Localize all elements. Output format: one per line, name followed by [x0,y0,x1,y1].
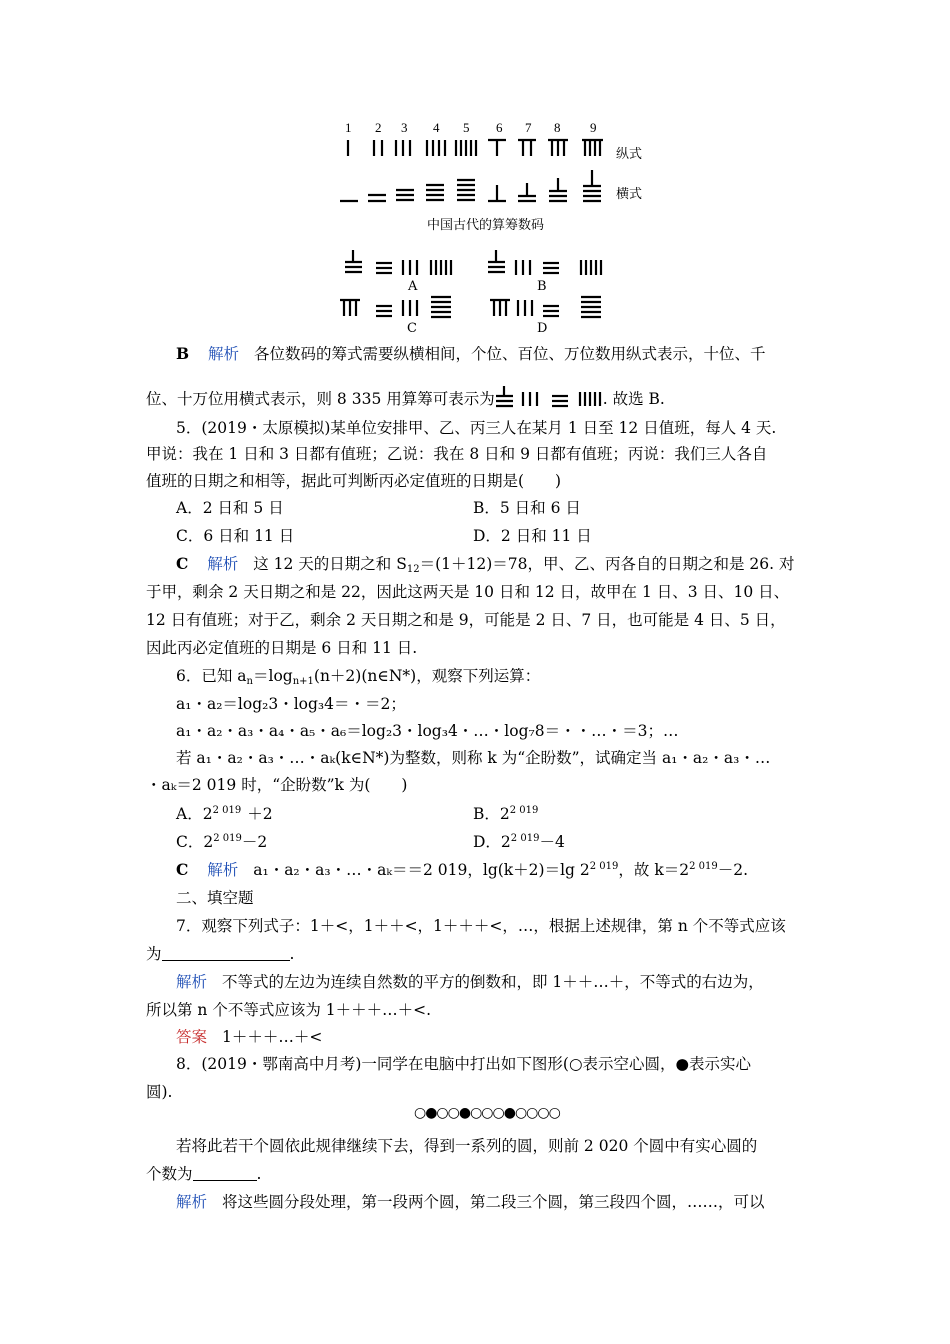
counting-rods-drawing [330,128,620,218]
q7-key: 答案 1＋＋＋…＋< [176,1028,323,1046]
circle-sequence: ○●○○●○○○●○○○○ [414,1105,560,1121]
option-label-c: C [407,321,417,336]
q7-answer-2: 所以第 n 个不等式应该为 1＋＋＋…＋<. [146,1001,432,1019]
analysis-label: 解析 [207,861,239,879]
q5-stem-1: 5．(2019・太原模拟)某单位安排甲、乙、丙三人在某月 1 日至 12 日值班，每人 4 天. [176,419,777,437]
q8-stem-2: 圆). [146,1083,173,1101]
q6-option-c: C．$2^{2 019}-2$ [176,833,268,851]
option-label-b: B [537,279,547,294]
analysis-label: 解析 [208,345,240,363]
digit-label: 4 [433,120,440,135]
digit-label: 2 [375,120,382,135]
q5-stem-2: 甲说：我在 1 日和 3 日都有值班；乙说：我在 8 日和 9 日都有值班；丙说：我们三人各自 [146,445,768,463]
q6-option-d: D．$2^{2 019}-4$ [473,833,565,851]
q6-option-b: B．$2^{2 019}$ [473,805,539,823]
q8-stem-3: 若将此若干个圆依此规律继续下去，得到一系列的圆，则前 2 020 个圆中有实心圆的 [176,1137,758,1155]
q5-stem-3: 值班的日期之和相等，据此可判断丙必定值班的日期是( ) [146,472,562,490]
vertical-form-label: 纵式 [616,147,643,162]
q5-option-d: D．2 日和 11 日 [473,527,592,545]
q5-option-c: C．6 日和 11 日 [176,527,295,545]
answer-letter: C [176,860,189,879]
q7-answer-1: 解析 不等式的左边为连续自然数的平方的倒数和，即 1＋＋…＋，不等式的右边为， [176,973,764,991]
digit-label: 7 [525,120,532,135]
q5-answer-4: 因此丙必定值班的日期是 6 日和 11 日. [146,639,418,657]
q5-option-a: A．2 日和 5 日 [176,499,284,517]
q6-stem-3: a₁・a₂・a₃・a₄・a₅・a₆＝log₂3・log₃4・…・log₇8＝・・…・＝3；… [176,722,679,740]
horizontal-form-label: 横式 [616,187,643,202]
digit-label: 8 [554,120,561,135]
answer-letter: B [176,344,190,363]
digit-label: 6 [496,120,503,135]
option-label-d: D [537,321,548,336]
analysis-label: 解析 [176,973,208,991]
q6-stem-2: a₁・a₂＝log₂3・log₃4＝・＝2； [176,695,406,713]
q4-answer-line-2: 位、十万位用横式表示，则 8 335 用算筹可表示为 . 故选 B. [146,386,665,410]
digit-label: 1 [345,120,352,135]
q8-stem-4: 个数为 . [146,1165,262,1183]
q7-stem-2: 为 . [146,945,295,963]
q6-answer: C 解析 a₁・a₂・a₃・…・aₖ＝＝2 019，lg(k＋2)＝lg $2^{2 019}$，故 $k=2^{2 019}-2$. [176,860,749,879]
option-label-a: A [408,279,418,294]
q4-answer-line-1: B 解析 各位数码的筹式需要纵横相间，个位、百位、万位数用纵式表示，十位、千 [176,344,766,363]
q6-stem-5: ・aₖ＝2 019 时，“企盼数”k 为( ) [146,776,408,794]
digit-label: 5 [463,120,470,135]
q5-option-b: B．5 日和 6 日 [473,499,581,517]
fill-blank [162,946,290,961]
answer-letter: C [176,554,189,573]
q7-stem-1: 7．观察下列式子：1＋<，1＋＋<，1＋＋＋<，…，根据上述规律，第 n 个不等式应该 [176,917,786,935]
analysis-label: 解析 [176,1193,208,1211]
digit-label: 3 [401,120,408,135]
figure-caption: 中国古代的算筹数码 [427,218,545,233]
rod-8335-drawing [495,386,603,410]
section-heading: 二、填空题 [176,889,254,907]
analysis-label: 解析 [207,555,239,573]
answer-key-label: 答案 [176,1028,208,1046]
q6-stem-1: 6．已知 $a_n=\log_{n+1}(n+2)(n\in N*)$，观察下列运算： [176,667,541,687]
q8-answer-1: 解析 将这些圆分段处理，第一段两个圆，第二段三个圆，第三段四个圆，……，可以 [176,1193,765,1211]
q8-stem-1: 8．(2019・鄂南高中月考)一同学在电脑中打出如下图形(○表示空心圆，●表示实心 [176,1055,752,1073]
q5-answer-2: 于甲，剩余 2 天日期之和是 22，因此这两天是 10 日和 12 日，故甲在 1 日、3 日、10 日、 [146,583,790,601]
q6-option-a: A．$2^{2 019} +2$ [176,805,273,823]
digit-label: 9 [590,120,597,135]
q5-answer-3: 12 日有值班；对于乙，剩余 2 天日期之和是 9，可能是 2 日、7 日，也可能是 4 日、5 日， [146,611,786,629]
q6-stem-4: 若 a₁・a₂・a₃・…・aₖ(k∈N*)为整数，则称 k 为“企盼数”，试确定当 a₁・a₂・a₃・… [176,749,771,767]
rod-options-drawing [340,250,620,330]
fill-blank [193,1166,257,1181]
q5-answer-1: C 解析 这 12 天的日期之和 $S_{12}=(1+12)=78$，甲、乙、丙各自的日期之和是 26. 对 [176,554,795,575]
